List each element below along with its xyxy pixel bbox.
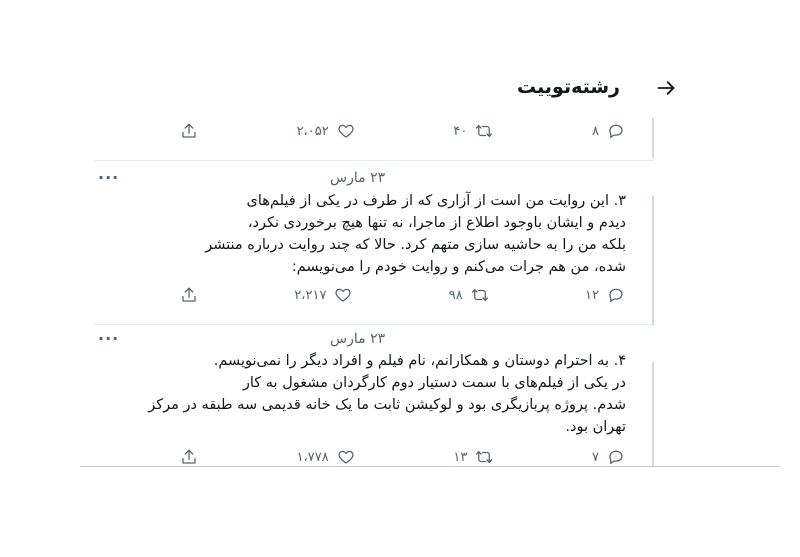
back-arrow-icon[interactable] xyxy=(652,74,680,102)
tweet-date: ۲۳ مارس xyxy=(330,331,386,347)
tweet-text-line: تهران بود. xyxy=(565,419,626,435)
retweet-count: ۱۳ xyxy=(453,449,468,465)
retweet-count: ۹۸ xyxy=(448,287,463,303)
retweet-button[interactable] xyxy=(453,448,493,466)
share-icon xyxy=(180,286,198,304)
retweet-button[interactable] xyxy=(449,286,489,304)
share-icon xyxy=(180,448,198,466)
tweet-text-line: شده، من هم جرات می‌کنم و روایت خودم را می‌نویسم: xyxy=(291,259,626,275)
tweet-actions-2 xyxy=(180,446,625,468)
like-button[interactable] xyxy=(294,286,352,304)
tweet-text-line: در یکی از فیلم‌های با سمت دستیار دوم کارگردان مشغول به کار xyxy=(242,375,626,391)
like-button[interactable] xyxy=(297,448,355,466)
reply-count: ۱۲ xyxy=(585,287,599,303)
retweet-button[interactable] xyxy=(453,122,493,140)
reply-icon xyxy=(607,286,625,304)
share-icon xyxy=(180,122,198,140)
tweet-actions-1 xyxy=(180,284,625,306)
thread-line xyxy=(652,118,654,158)
tweet-text-line: شدم. پروژه پربازیگری بود و لوکیشن ثابت ما یک خانه قدیمی سه طبقه در مرکز xyxy=(148,397,626,413)
retweet-count: ۴۰ xyxy=(453,123,468,139)
tweet-text-line: ۴. به احترام دوستان و همکارانم، نام فیلم و افراد دیگر را نمی‌نویسم. xyxy=(213,353,626,369)
like-count: ۱،۷۷۸ xyxy=(296,449,329,465)
tweet-text-line: ۳. این روایت من است از آزاری که از طرف در یکی از فیلم‌های xyxy=(246,193,626,209)
like-count: ۲،۲۱۷ xyxy=(294,287,327,303)
reply-count: ۷ xyxy=(591,449,599,465)
crop-edge-line xyxy=(80,466,780,467)
tweet-text-line: بلکه من را به حاشیه سازی متهم کرد. حالا که چند روایت درباره منتشر xyxy=(205,237,626,253)
tweet-actions-0 xyxy=(180,120,625,142)
thread-line xyxy=(652,362,654,466)
retweet-icon xyxy=(475,122,493,140)
tweet-text-line: دیدم و ایشان باوجود اطلاع از ماجرا، نه تنها هیچ برخوردی نکرد، xyxy=(247,215,626,231)
page-title: رشته‌توییت xyxy=(517,76,620,98)
reply-button[interactable] xyxy=(592,122,625,140)
like-icon xyxy=(337,122,355,140)
divider xyxy=(94,160,654,161)
thread-line xyxy=(652,196,654,326)
reply-icon xyxy=(607,122,625,140)
retweet-icon xyxy=(475,448,493,466)
more-options-button[interactable]: ... xyxy=(98,325,120,344)
tweet-date: ۲۳ مارس xyxy=(330,170,386,186)
share-button[interactable] xyxy=(180,448,198,466)
reply-button[interactable] xyxy=(592,448,625,466)
share-button[interactable] xyxy=(180,122,198,140)
reply-button[interactable] xyxy=(585,286,625,304)
tweet-text xyxy=(96,350,626,438)
share-button[interactable] xyxy=(180,286,198,304)
reply-icon xyxy=(607,448,625,466)
like-icon xyxy=(334,286,352,304)
reply-count: ۸ xyxy=(591,123,599,139)
like-button[interactable] xyxy=(297,122,355,140)
more-options-button[interactable]: ... xyxy=(98,164,120,183)
like-count: ۲،۰۵۲ xyxy=(296,123,329,139)
retweet-icon xyxy=(471,286,489,304)
tweet-text xyxy=(96,190,626,278)
like-icon xyxy=(337,448,355,466)
divider xyxy=(94,324,654,325)
